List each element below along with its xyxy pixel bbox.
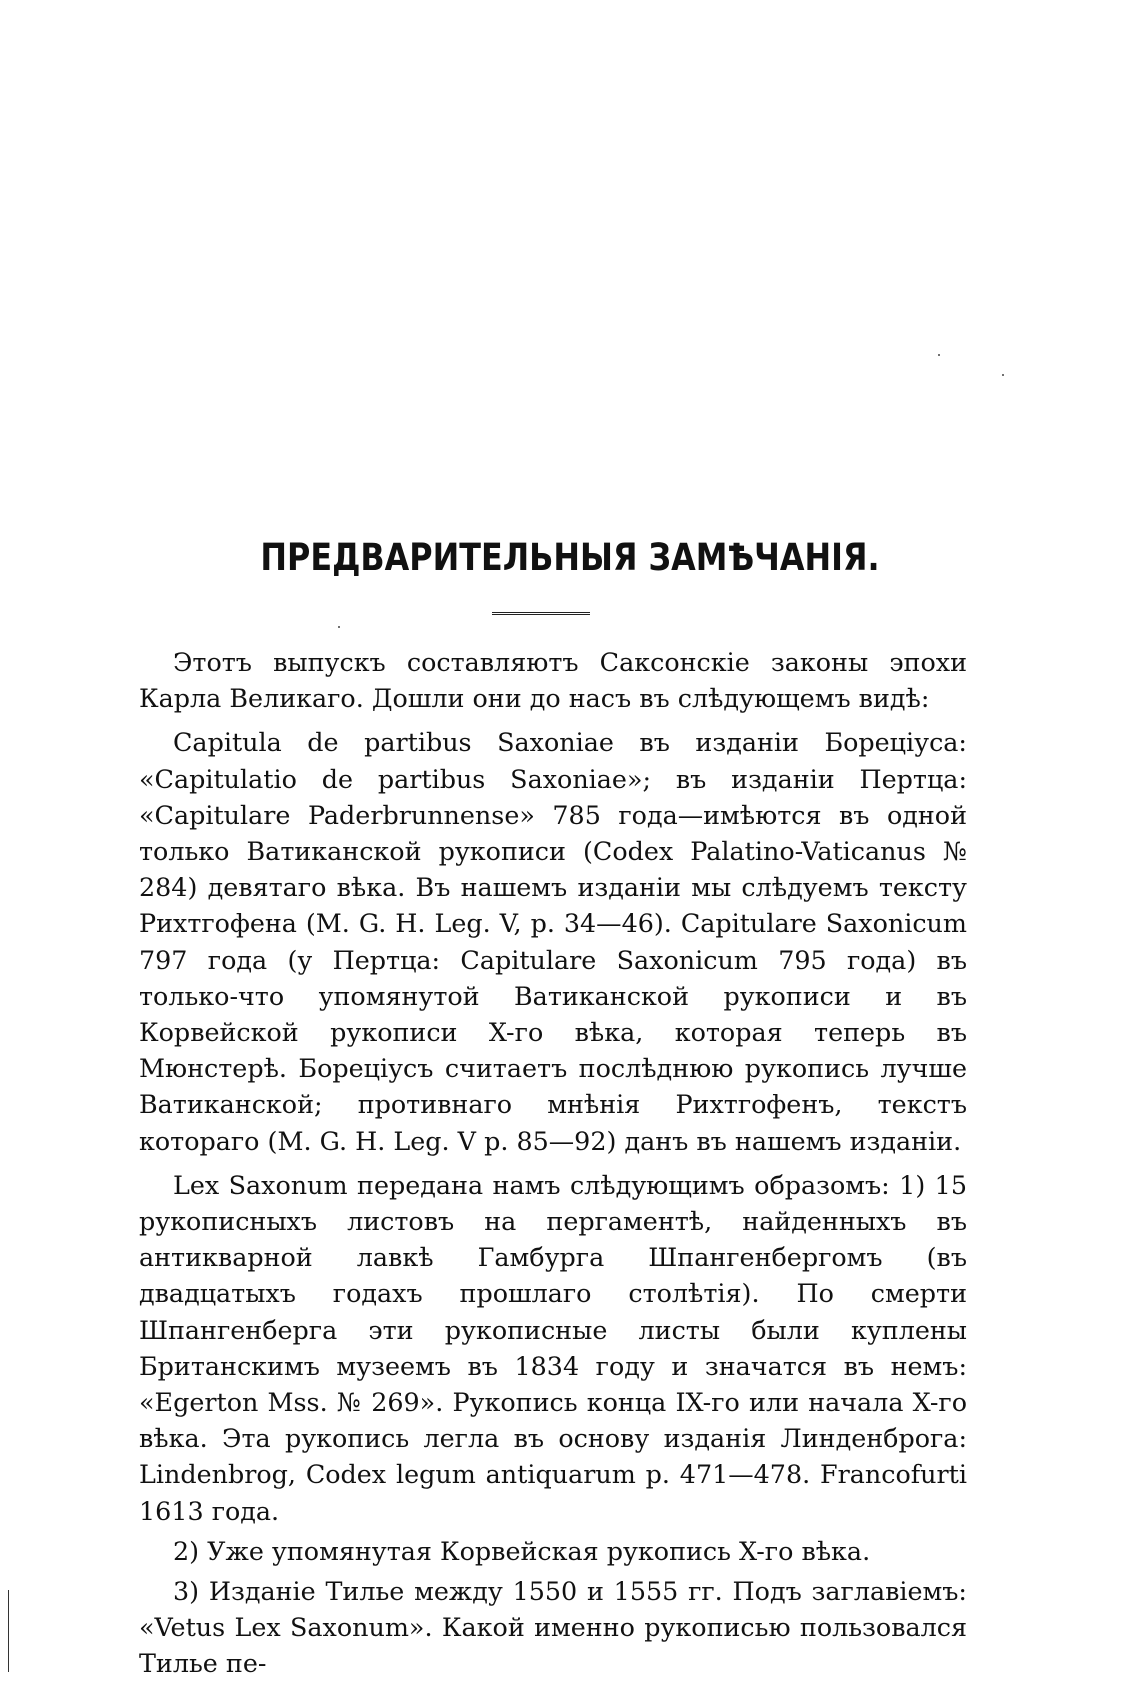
paragraph-item-2: 2) Уже упомянутая Корвейская рукопись X-го вѣка. <box>173 1535 871 1566</box>
paragraph-lex-saxonum: Lex Saxonum передана намъ слѣдующимъ образомъ: 1) 15 рукописныхъ листовъ на пергаментѣ, найденныхъ въ антикварной лавкѣ Гамбурга Шпангенбергомъ (въ двадцатыхъ годахъ прошлаго столѣтія). По смерти Шпангенберга эти рукописные листы были куплены Британскимъ музеемъ въ 1834 году и значатся въ немъ: «Egerton Mss. № 269». Рукопись конца IX-го или начала X-го вѣка. Эта рукопись легла въ основу изданія Линденброга: Lindenbrog, Codex legum antiquarum p. 471—478. Francofurti 1613 года. <box>139 1169 967 1526</box>
scan-speck <box>938 354 940 356</box>
paragraph-capitula: Capitula de partibus Saxoniae въ изданіи Борецiуса: «Capitulatio de partibus Saxoniae»; въ изданіи Пертца: «Capitulare Paderbrunnense» 785 года—имѣются въ одной только Ватиканской рукописи (Codex Palatino-Vaticanus № 284) девятаго вѣка. Въ нашемъ изданіи мы слѣдуемъ тексту Рихтгофена (M. G. H. Leg. V, p. 34—46). Capitulare Saxonicum 797 года (у Пертца: Capitulare Saxonicum 795 года) въ только-что упомянутой Ватиканской рукописи и въ Корвейской рукописи X-го вѣка, которая теперь въ Мюнстерѣ. Борецiусъ считаетъ послѣднюю рукопись лучше Ватиканской; противнаго мнѣнія Рихтгофенъ, текстъ котораго (M. G. H. Leg. V p. 85—92) данъ въ нашемъ изданіи. <box>139 727 967 1156</box>
body-text <box>139 644 967 1690</box>
page-title: ПРЕДВАРИТЕЛЬНЫЯ ЗАМѢЧАНІЯ. <box>260 536 880 579</box>
scan-speck <box>1002 374 1004 376</box>
scan-speck <box>338 626 340 628</box>
paragraph-item-3: 3) Изданіе Тилье между 1550 и 1555 гг. Подъ заглавіемъ: «Vetus Lex Saxonum». Какой именно рукописью пользовался Тилье пе- <box>139 1576 967 1679</box>
paragraph-intro: Этотъ выпускъ составляютъ Саксонскіе законы эпохи Карла Великаго. Дошли они до насъ въ слѣдующемъ видѣ: <box>139 647 967 714</box>
scan-edge-mark <box>8 1590 9 1672</box>
title-divider <box>492 612 590 615</box>
